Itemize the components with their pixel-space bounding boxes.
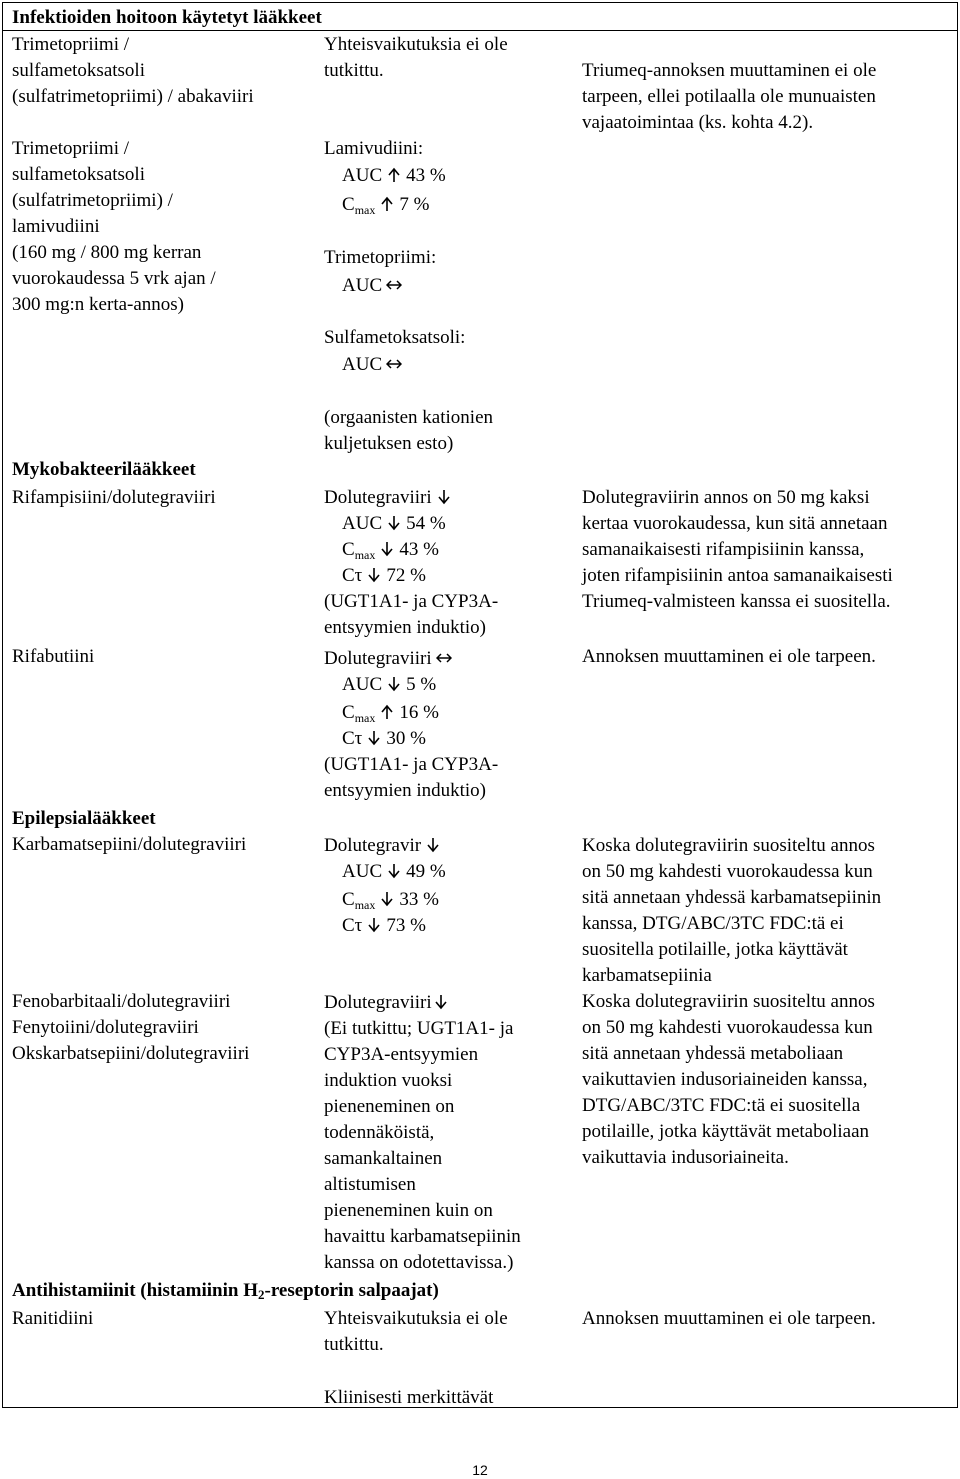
- row5-recommendation-line: sitä annetaan yhdessä karbamatsepiinin: [582, 887, 882, 908]
- row2-mechanism-line: (orgaanisten kationien: [324, 407, 494, 428]
- row1-drug-line: (sulfatrimetopriimi) / abakaviiri: [12, 86, 254, 107]
- cmax-value: 7 %: [399, 194, 430, 215]
- row3-drug: Rifampisiini/dolutegraviiri: [12, 487, 216, 508]
- ctau-value: 73 %: [386, 915, 426, 936]
- arrow-down-icon: [386, 676, 402, 692]
- row5-recommendation-line: Koska dolutegraviirin suositeltu annos: [582, 835, 875, 856]
- row2-drug-line: sulfametoksatsoli: [12, 164, 145, 185]
- dtg-label: Dolutegraviiri: [324, 992, 432, 1013]
- arrow-down-icon: [366, 567, 382, 583]
- page-number: 12: [472, 1462, 488, 1478]
- arrow-down-icon: [386, 863, 402, 879]
- row7-recommendation: Annoksen muuttaminen ei ole tarpeen.: [582, 1308, 876, 1329]
- row6-recommendation-line: potilaille, jotka käyttävät metaboliaan: [582, 1121, 870, 1142]
- arrow-down-icon: [433, 994, 449, 1010]
- row6-effect-line: CYP3A-entsyymien: [324, 1044, 479, 1065]
- row1-effect-line: Yhteisvaikutuksia ei ole: [324, 34, 508, 55]
- row1-recommendation-line: vajaatoimintaa (ks. kohta 4.2).: [582, 112, 814, 133]
- row3-recommendation-line: kertaa vuorokaudessa, kun sitä annetaan: [582, 513, 888, 534]
- row3-dtg-line: [324, 485, 456, 511]
- section-title-infections: Infektioiden hoitoon käytetyt lääkkeet: [12, 7, 322, 28]
- ctau-value: 30 %: [386, 728, 426, 749]
- cmax-subscript: max: [354, 711, 376, 725]
- auc-label: AUC: [342, 354, 383, 375]
- arrow-up-icon: [386, 167, 402, 183]
- row3-recommendation-line: samanaikaisesti rifampisiinin kanssa,: [582, 539, 865, 560]
- ctau-label: Cτ: [342, 915, 363, 936]
- row2-drug-line: (160 mg / 800 mg kerran: [12, 242, 202, 263]
- row6-recommendation-line: vaikuttavia indusoriaineita.: [582, 1147, 789, 1168]
- auc-label: AUC: [342, 513, 383, 534]
- cmax-label: C: [342, 702, 355, 723]
- row2-auc-line: [342, 163, 446, 189]
- row6-recommendation-line: sitä annetaan yhdessä metaboliaan: [582, 1043, 844, 1064]
- arrow-up-icon: [379, 704, 395, 720]
- auc-value: 54 %: [406, 513, 446, 534]
- row2-drug-line: (sulfatrimetopriimi) /: [12, 190, 173, 211]
- row6-effect-line: havaittu karbamatsepiinin: [324, 1226, 521, 1247]
- auc-label: AUC: [342, 674, 383, 695]
- arrow-down-icon: [366, 917, 382, 933]
- row3-recommendation-line: joten rifampisiinin antoa samanaikaisesti: [582, 565, 893, 586]
- row2-trimethoprim-label: Trimetopriimi:: [324, 247, 437, 268]
- row4-dtg-line: [324, 646, 456, 672]
- row7-significance: Kliinisesti merkittävät: [324, 1387, 494, 1408]
- auc-label: AUC: [342, 861, 383, 882]
- row4-auc-line: [342, 672, 436, 698]
- cmax-value: 33 %: [399, 889, 439, 910]
- dtg-label: Dolutegraviiri: [324, 648, 432, 669]
- row6-recommendation-line: DTG/ABC/3TC FDC:tä ei suositella: [582, 1095, 861, 1116]
- arrow-down-icon: [366, 730, 382, 746]
- antihistamines-title-end: -reseptorin salpaajat): [264, 1280, 439, 1301]
- row7-drug: Ranitidiini: [12, 1308, 94, 1329]
- auc-label: AUC: [342, 165, 383, 186]
- antihistamines-title-start: Antihistamiinit (histamiinin H: [12, 1280, 258, 1301]
- row1-drug-line: Trimetopriimi /: [12, 34, 130, 55]
- row1-effect-line: tutkittu.: [324, 60, 384, 81]
- row2-mechanism-line: kuljetuksen esto): [324, 433, 454, 454]
- row5-drug: Karbamatsepiini/dolutegraviiri: [12, 834, 247, 855]
- row6-effect-line: induktion vuoksi: [324, 1070, 453, 1091]
- row5-recommendation-line: on 50 mg kahdesti vuorokaudessa kun: [582, 861, 873, 882]
- row1-drug-line: sulfametoksatsoli: [12, 60, 145, 81]
- arrow-down-icon: [436, 489, 452, 505]
- row5-recommendation-line: kanssa, DTG/ABC/3TC FDC:tä ei: [582, 913, 844, 934]
- row2-sulfa-label: Sulfametoksatsoli:: [324, 327, 466, 348]
- row5-recommendation-line: karbamatsepiinia: [582, 965, 712, 986]
- row2-drug-line: Trimetopriimi /: [12, 138, 130, 159]
- auc-label: AUC: [342, 275, 383, 296]
- row6-effect-line: (Ei tutkittu; UGT1A1- ja: [324, 1018, 514, 1039]
- row2-trimethoprim-auc: [342, 273, 406, 299]
- cmax-subscript: max: [354, 203, 376, 217]
- row6-effect-line: pieneneminen on: [324, 1096, 455, 1117]
- section-title-antihistamines: [12, 1278, 439, 1308]
- row5-auc-line: [342, 859, 446, 885]
- row3-ctau-line: [342, 563, 426, 589]
- interaction-table: [2, 2, 958, 1408]
- arrow-up-icon: [379, 196, 395, 212]
- row4-drug: Rifabutiini: [12, 646, 95, 667]
- dtg-label: Dolutegraviiri: [324, 487, 432, 508]
- row6-drug-line: Fenytoiini/dolutegraviiri: [12, 1017, 199, 1038]
- row6-effect-line: todennäköistä,: [324, 1122, 435, 1143]
- row6-dtg-line: [324, 990, 453, 1016]
- row3-recommendation-line: Triumeq-valmisteen kanssa ei suositella.: [582, 591, 891, 612]
- row6-recommendation-line: Koska dolutegraviirin suositeltu annos: [582, 991, 875, 1012]
- section-title-mycobacterial: Mykobakteerilääkkeet: [12, 459, 196, 480]
- row2-drug-line: vuorokaudessa 5 vrk ajan /: [12, 268, 216, 289]
- ctau-value: 72 %: [386, 565, 426, 586]
- row7-effect-line: Yhteisvaikutuksia ei ole: [324, 1308, 508, 1329]
- arrow-both-icon: [436, 650, 452, 666]
- row2-drug-line: 300 mg:n kerta-annos): [12, 294, 185, 315]
- row6-recommendation-line: on 50 mg kahdesti vuorokaudessa kun: [582, 1017, 873, 1038]
- row1-recommendation-line: tarpeen, ellei potilaalla ole munuaisten: [582, 86, 876, 107]
- row2-lamivudine-label: Lamivudiini:: [324, 138, 424, 159]
- dtg-label: Dolutegravir: [324, 835, 422, 856]
- auc-value: 49 %: [406, 861, 446, 882]
- row6-effect-line: altistumisen: [324, 1174, 416, 1195]
- row4-mechanism-line: entsyymien induktio): [324, 780, 487, 801]
- h2-subscript: 2: [258, 1287, 265, 1302]
- row5-recommendation-line: suositella potilaille, jotka käyttävät: [582, 939, 848, 960]
- arrow-down-icon: [386, 515, 402, 531]
- ctau-label: Cτ: [342, 565, 363, 586]
- cmax-label: C: [342, 889, 355, 910]
- auc-value: 5 %: [406, 674, 437, 695]
- arrow-down-icon: [425, 837, 441, 853]
- cmax-subscript: max: [354, 548, 376, 562]
- ctau-label: Cτ: [342, 728, 363, 749]
- row4-mechanism-line: (UGT1A1- ja CYP3A-: [324, 754, 499, 775]
- arrow-both-icon: [386, 277, 402, 293]
- row3-auc-line: [342, 511, 446, 537]
- row5-ctau-line: [342, 913, 426, 939]
- auc-value: 43 %: [406, 165, 446, 186]
- section-title-epilepsy: Epilepsialääkkeet: [12, 808, 156, 829]
- row6-recommendation-line: vaikuttavien indusoriaineiden kanssa,: [582, 1069, 868, 1090]
- row5-dtg-line: [324, 833, 445, 859]
- row6-effect-line: kanssa on odotettavissa.): [324, 1252, 514, 1273]
- row4-ctau-line: [342, 726, 426, 752]
- row3-mechanism-line: entsyymien induktio): [324, 617, 487, 638]
- row2-cmax-line: [342, 192, 429, 223]
- row3-recommendation-line: Dolutegraviirin annos on 50 mg kaksi: [582, 487, 870, 508]
- cmax-value: 16 %: [399, 702, 439, 723]
- row6-drug-line: Fenobarbitaali/dolutegraviiri: [12, 991, 231, 1012]
- cmax-subscript: max: [354, 898, 376, 912]
- cmax-label: C: [342, 539, 355, 560]
- row6-drug-line: Okskarbatsepiini/dolutegraviiri: [12, 1043, 250, 1064]
- row7-effect-line: tutkittu.: [324, 1334, 384, 1355]
- arrow-down-icon: [379, 891, 395, 907]
- cmax-label: C: [342, 194, 355, 215]
- row2-sulfa-auc: [342, 352, 406, 378]
- cmax-value: 43 %: [399, 539, 439, 560]
- row6-effect-line: pieneneminen kuin on: [324, 1200, 493, 1221]
- row2-drug-line: lamivudiini: [12, 216, 100, 237]
- row4-recommendation: Annoksen muuttaminen ei ole tarpeen.: [582, 646, 876, 667]
- row1-recommendation-line: Triumeq-annoksen muuttaminen ei ole: [582, 60, 877, 81]
- row6-effect-line: samankaltainen: [324, 1148, 443, 1169]
- arrow-both-icon: [386, 356, 402, 372]
- arrow-down-icon: [379, 541, 395, 557]
- row3-mechanism-line: (UGT1A1- ja CYP3A-: [324, 591, 499, 612]
